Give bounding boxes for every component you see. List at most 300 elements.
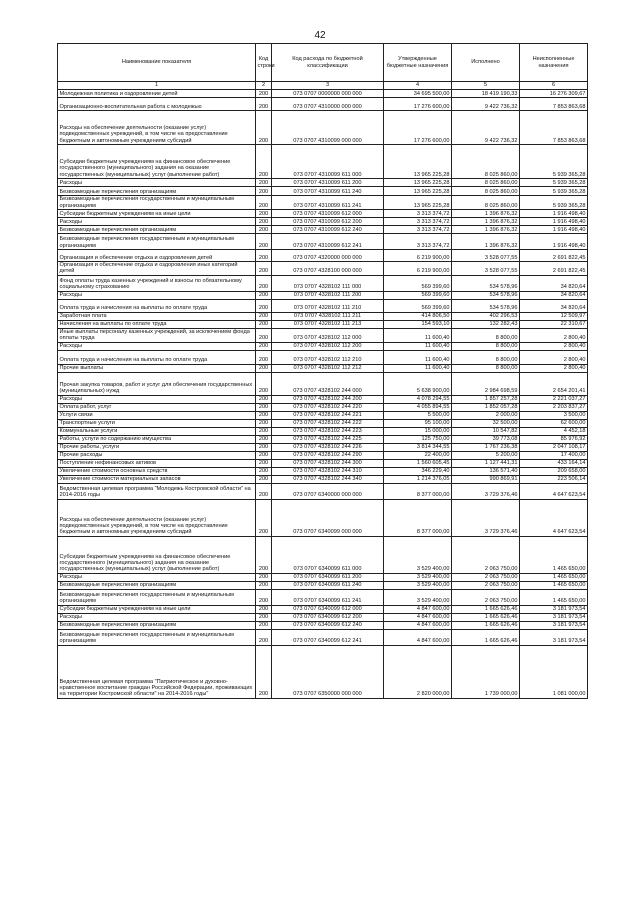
cell-executed: 1 852 057,28: [452, 403, 520, 411]
cell-executed: 1 665 626,46: [452, 605, 520, 613]
table-row: [58, 291, 588, 299]
cell-line-code: 200: [256, 443, 272, 451]
table-row: [58, 621, 588, 629]
cell-unexecuted: 7 853 863,68: [520, 98, 588, 111]
table-row: [58, 395, 588, 403]
cell-line-code: 200: [256, 629, 272, 645]
cell-unexecuted: 34 820,64: [520, 291, 588, 299]
cell-name: Прочие работы, услуги: [58, 443, 256, 451]
cell-executed: 39 773,08: [452, 435, 520, 443]
cell-executed: 18 419 190,33: [452, 90, 520, 98]
table-row: [58, 589, 588, 605]
cell-classification-code: 073 0707 6340099 611 000: [272, 536, 384, 573]
cell-name: Молодежная политика и оздоровление детей: [58, 90, 256, 98]
cell-line-code: 200: [256, 475, 272, 483]
header-classification-code: Код расхода по бюджетной классификации: [272, 44, 384, 82]
cell-name: Оплата труда и начисления на выплаты по оплате труда: [58, 350, 256, 364]
cell-approved: 13 965 225,28: [384, 187, 452, 196]
cell-name: Прочая закупка товаров, работ и услуг для обеспечения государственных (муниципальных) нужд: [58, 372, 256, 395]
cell-classification-code: 073 0707 4328102 244 300: [272, 459, 384, 467]
cell-approved: 2 820 000,00: [384, 645, 452, 698]
cell-executed: 8 800,00: [452, 342, 520, 350]
cell-unexecuted: 1 465 650,00: [520, 589, 588, 605]
cell-approved: 11 600,40: [384, 364, 452, 372]
table-row: [58, 427, 588, 435]
cell-line-code: 200: [256, 403, 272, 411]
col-index-1: 1: [58, 82, 256, 90]
table-row: [58, 467, 588, 475]
header-row: [58, 44, 588, 82]
cell-unexecuted: 5 939 365,28: [520, 179, 588, 187]
cell-classification-code: 073 0707 4310099 611 241: [272, 196, 384, 210]
cell-line-code: 200: [256, 187, 272, 196]
table-row: [58, 111, 588, 145]
cell-line-code: 200: [256, 350, 272, 364]
cell-unexecuted: 4 452,18: [520, 427, 588, 435]
cell-name: Фонд оплаты труда казенных учреждений и взносы по обязательному социальному страхованию: [58, 275, 256, 291]
table-row: [58, 275, 588, 291]
cell-executed: 1 665 626,46: [452, 629, 520, 645]
cell-unexecuted: 2 691 822,45: [520, 250, 588, 262]
cell-unexecuted: 2 221 037,27: [520, 395, 588, 403]
cell-line-code: 200: [256, 312, 272, 320]
cell-approved: 8 377 000,00: [384, 483, 452, 499]
cell-name: Безвозмездные перечисления организациям: [58, 581, 256, 589]
cell-line-code: 200: [256, 499, 272, 536]
cell-line-code: 200: [256, 372, 272, 395]
cell-name: Безвозмездные перечисления государственным и муниципальным организациям: [58, 589, 256, 605]
cell-unexecuted: 433 164,14: [520, 459, 588, 467]
cell-name: Оплата работ, услуг: [58, 403, 256, 411]
cell-unexecuted: 3 181 973,54: [520, 629, 588, 645]
cell-approved: 3 313 374,72: [384, 234, 452, 250]
cell-executed: 3 528 077,55: [452, 262, 520, 276]
table-row: [58, 483, 588, 499]
cell-executed: 1 396 876,32: [452, 234, 520, 250]
cell-line-code: 200: [256, 645, 272, 698]
cell-approved: 4 078 294,55: [384, 395, 452, 403]
cell-unexecuted: 2 691 822,45: [520, 262, 588, 276]
cell-executed: 9 422 736,32: [452, 98, 520, 111]
cell-approved: 346 229,40: [384, 467, 452, 475]
cell-line-code: 200: [256, 320, 272, 328]
cell-classification-code: 073 0707 0000000 000 000: [272, 90, 384, 98]
table-row: [58, 581, 588, 589]
cell-name: Работы, услуги по содержанию имущества: [58, 435, 256, 443]
cell-approved: 154 593,10: [384, 320, 452, 328]
table-row: [58, 262, 588, 276]
cell-name: Безвозмездные перечисления организациям: [58, 621, 256, 629]
table-row: [58, 342, 588, 350]
cell-name: Заработная плата: [58, 312, 256, 320]
cell-approved: 4 847 600,00: [384, 621, 452, 629]
cell-unexecuted: 16 276 309,67: [520, 90, 588, 98]
cell-approved: 17 276 600,00: [384, 98, 452, 111]
cell-name: Безвозмездные перечисления организациям: [58, 226, 256, 234]
cell-classification-code: 073 0707 6340099 611 200: [272, 573, 384, 581]
cell-unexecuted: 34 820,64: [520, 299, 588, 312]
cell-line-code: 200: [256, 483, 272, 499]
table-row: [58, 234, 588, 250]
cell-classification-code: 073 0707 4328102 244 225: [272, 435, 384, 443]
cell-name: Расходы: [58, 291, 256, 299]
cell-line-code: 200: [256, 419, 272, 427]
cell-approved: 4 055 894,55: [384, 403, 452, 411]
cell-name: Субсидии бюджетным учреждениям на финансовое обеспечение государственного (муниципального) задания на оказание государственных (муниципальных) услуг (выполнение работ): [58, 145, 256, 179]
cell-line-code: 200: [256, 435, 272, 443]
cell-unexecuted: 85 976,92: [520, 435, 588, 443]
table-row: [58, 250, 588, 262]
cell-classification-code: 073 0707 4328102 112 212: [272, 364, 384, 372]
cell-classification-code: 073 0707 4310099 612 000: [272, 210, 384, 218]
cell-name: Прочие выплаты: [58, 364, 256, 372]
cell-line-code: 200: [256, 459, 272, 467]
cell-name: Расходы на обеспечение деятельности (оказание услуг) подведомственных учреждений, в том числе на предоставление бюджетным и автономным учреждениям субсидий: [58, 111, 256, 145]
table-row: [58, 299, 588, 312]
cell-unexecuted: 62 600,00: [520, 419, 588, 427]
cell-line-code: 200: [256, 210, 272, 218]
cell-executed: 1 127 441,31: [452, 459, 520, 467]
cell-name: Организация и обеспечение отдыха и оздоровления иных категорий детей: [58, 262, 256, 276]
cell-classification-code: 073 0707 6340099 611 241: [272, 589, 384, 605]
cell-name: Безвозмездные перечисления государственным и муниципальным организациям: [58, 629, 256, 645]
cell-approved: 4 847 600,00: [384, 605, 452, 613]
cell-classification-code: 073 0707 6340000 000 000: [272, 483, 384, 499]
cell-name: Увеличение стоимости материальных запасов: [58, 475, 256, 483]
cell-executed: 8 800,00: [452, 328, 520, 342]
cell-line-code: 200: [256, 179, 272, 187]
cell-unexecuted: 22 310,67: [520, 320, 588, 328]
cell-classification-code: 073 0707 4328102 244 290: [272, 451, 384, 459]
cell-name: Иные выплаты персоналу казенных учреждений, за исключением фонда оплаты труда: [58, 328, 256, 342]
cell-unexecuted: 1 465 650,00: [520, 573, 588, 581]
table-row: [58, 419, 588, 427]
cell-classification-code: 073 0707 6350000 000 000: [272, 645, 384, 698]
cell-unexecuted: 2 800,40: [520, 342, 588, 350]
cell-executed: 3 528 077,55: [452, 250, 520, 262]
table-row: [58, 411, 588, 419]
cell-line-code: 200: [256, 328, 272, 342]
cell-classification-code: 073 0707 4328102 112 200: [272, 342, 384, 350]
cell-unexecuted: 2 203 837,27: [520, 403, 588, 411]
cell-name: Расходы: [58, 613, 256, 621]
table-row: [58, 613, 588, 621]
cell-name: Оплата труда и начисления на выплаты по оплате труда: [58, 299, 256, 312]
cell-classification-code: 073 0707 4328102 244 200: [272, 395, 384, 403]
cell-line-code: 200: [256, 262, 272, 276]
cell-executed: 5 200,00: [452, 451, 520, 459]
cell-name: Расходы: [58, 573, 256, 581]
cell-approved: 13 965 225,28: [384, 179, 452, 187]
cell-approved: 569 399,60: [384, 275, 452, 291]
cell-name: Коммунальные услуги: [58, 427, 256, 435]
table-row: [58, 179, 588, 187]
cell-classification-code: 073 0707 4328102 244 222: [272, 419, 384, 427]
cell-executed: 1 767 236,38: [452, 443, 520, 451]
table-row: [58, 629, 588, 645]
cell-executed: 8 800,00: [452, 364, 520, 372]
table-row: [58, 320, 588, 328]
cell-approved: 414 806,50: [384, 312, 452, 320]
cell-name: Расходы: [58, 395, 256, 403]
table-row: [58, 435, 588, 443]
cell-approved: 3 529 400,00: [384, 536, 452, 573]
cell-classification-code: 073 0707 4328102 111 213: [272, 320, 384, 328]
cell-classification-code: 073 0707 4328102 244 221: [272, 411, 384, 419]
table-row: [58, 312, 588, 320]
cell-unexecuted: 3 500,00: [520, 411, 588, 419]
cell-executed: 1 739 000,00: [452, 645, 520, 698]
cell-classification-code: 073 0707 6340099 612 240: [272, 621, 384, 629]
cell-unexecuted: 4 647 623,54: [520, 499, 588, 536]
cell-approved: 3 313 374,72: [384, 226, 452, 234]
column-index-row: [58, 82, 588, 90]
cell-line-code: 200: [256, 411, 272, 419]
cell-executed: 2 063 750,00: [452, 589, 520, 605]
cell-approved: 17 276 600,00: [384, 111, 452, 145]
cell-line-code: 200: [256, 581, 272, 589]
header-line-code: Код строки: [256, 44, 272, 82]
cell-name: Безвозмездные перечисления организациям: [58, 187, 256, 196]
cell-executed: 32 500,00: [452, 419, 520, 427]
col-index-4: 4: [384, 82, 452, 90]
cell-classification-code: 073 0707 4310099 611 200: [272, 179, 384, 187]
cell-line-code: 200: [256, 342, 272, 350]
cell-approved: 6 219 900,00: [384, 250, 452, 262]
cell-classification-code: 073 0707 6340099 611 240: [272, 581, 384, 589]
cell-name: Транспортные услуги: [58, 419, 256, 427]
cell-unexecuted: 2 800,40: [520, 364, 588, 372]
cell-approved: 1 560 605,45: [384, 459, 452, 467]
cell-approved: 4 847 600,00: [384, 613, 452, 621]
cell-line-code: 200: [256, 427, 272, 435]
cell-line-code: 200: [256, 90, 272, 98]
cell-classification-code: 073 0707 4310099 611 240: [272, 187, 384, 196]
cell-classification-code: 073 0707 4310099 611 000: [272, 145, 384, 179]
table-row: [58, 196, 588, 210]
cell-approved: 3 313 374,72: [384, 218, 452, 226]
cell-approved: 125 750,00: [384, 435, 452, 443]
table-row: [58, 218, 588, 226]
cell-executed: 2 063 750,00: [452, 536, 520, 573]
cell-unexecuted: 223 506,14: [520, 475, 588, 483]
cell-unexecuted: 3 181 973,54: [520, 605, 588, 613]
cell-line-code: 200: [256, 536, 272, 573]
cell-classification-code: 073 0707 4328100 000 000: [272, 262, 384, 276]
cell-executed: 2 984 698,59: [452, 372, 520, 395]
cell-unexecuted: 1 465 650,00: [520, 536, 588, 573]
cell-classification-code: 073 0707 4310099 612 200: [272, 218, 384, 226]
table-row: [58, 536, 588, 573]
cell-executed: 10 547,82: [452, 427, 520, 435]
cell-executed: 534 578,96: [452, 299, 520, 312]
cell-line-code: 200: [256, 467, 272, 475]
cell-executed: 2 063 750,00: [452, 581, 520, 589]
table-row: [58, 145, 588, 179]
cell-executed: 990 869,91: [452, 475, 520, 483]
cell-name: Расходы на обеспечение деятельности (оказание услуг) подведомственных учреждений, в том числе на предоставление бюджетным и автономным учреждениям субсидий: [58, 499, 256, 536]
cell-approved: 3 529 400,00: [384, 573, 452, 581]
cell-unexecuted: 2 800,40: [520, 328, 588, 342]
cell-classification-code: 073 0707 4328102 112 000: [272, 328, 384, 342]
cell-approved: 95 100,00: [384, 419, 452, 427]
cell-name: Ведомственная целевая программа "Молодежь Костромской области" на 2014-2016 годы: [58, 483, 256, 499]
cell-executed: 402 296,53: [452, 312, 520, 320]
cell-name: Начисления на выплаты по оплате труда: [58, 320, 256, 328]
cell-approved: 6 219 900,00: [384, 262, 452, 276]
cell-executed: 1 396 876,32: [452, 226, 520, 234]
table-row: [58, 187, 588, 196]
cell-name: Субсидии бюджетным учреждениям на иные цели: [58, 605, 256, 613]
cell-executed: 3 729 376,46: [452, 483, 520, 499]
cell-approved: 34 695 500,00: [384, 90, 452, 98]
cell-executed: 136 571,40: [452, 467, 520, 475]
cell-unexecuted: 7 853 863,68: [520, 111, 588, 145]
cell-executed: 132 282,43: [452, 320, 520, 328]
table-row: [58, 443, 588, 451]
cell-unexecuted: 1 081 000,00: [520, 645, 588, 698]
cell-name: Субсидии бюджетным учреждениям на иные цели: [58, 210, 256, 218]
cell-executed: 1 665 626,46: [452, 613, 520, 621]
cell-classification-code: 073 0707 4328102 244 226: [272, 443, 384, 451]
cell-executed: 3 729 376,46: [452, 499, 520, 536]
cell-line-code: 200: [256, 98, 272, 111]
table-row: [58, 210, 588, 218]
cell-line-code: 200: [256, 196, 272, 210]
cell-classification-code: 073 0707 4328102 112 210: [272, 350, 384, 364]
cell-executed: 1 665 626,46: [452, 621, 520, 629]
cell-executed: 8 800,00: [452, 350, 520, 364]
cell-name: Поступление нефинансовых активов: [58, 459, 256, 467]
cell-classification-code: 073 0707 6340099 612 000: [272, 605, 384, 613]
col-index-6: 6: [520, 82, 588, 90]
cell-classification-code: 073 0707 4328102 111 211: [272, 312, 384, 320]
cell-executed: 8 025 860,00: [452, 196, 520, 210]
cell-classification-code: 073 0707 4310000 000 000: [272, 98, 384, 111]
cell-unexecuted: 1 465 650,00: [520, 581, 588, 589]
cell-classification-code: 073 0707 4328102 244 220: [272, 403, 384, 411]
cell-name: Увеличение стоимости основных средств: [58, 467, 256, 475]
col-index-5: 5: [452, 82, 520, 90]
cell-line-code: 200: [256, 573, 272, 581]
cell-unexecuted: 1 916 498,40: [520, 226, 588, 234]
table-row: [58, 364, 588, 372]
cell-unexecuted: 209 658,00: [520, 467, 588, 475]
cell-name: Услуги связи: [58, 411, 256, 419]
table-row: [58, 459, 588, 467]
cell-name: Организационно-воспитательная работа с молодежью: [58, 98, 256, 111]
cell-executed: 2 063 750,00: [452, 573, 520, 581]
cell-classification-code: 073 0707 4310099 612 241: [272, 234, 384, 250]
col-index-2: 2: [256, 82, 272, 90]
cell-line-code: 200: [256, 613, 272, 621]
cell-approved: 22 400,00: [384, 451, 452, 459]
cell-line-code: 200: [256, 291, 272, 299]
cell-name: Безвозмездные перечисления государственным и муниципальным организациям: [58, 234, 256, 250]
cell-approved: 11 600,40: [384, 350, 452, 364]
cell-approved: 15 000,00: [384, 427, 452, 435]
cell-name: Субсидии бюджетным учреждениям на финансовое обеспечение государственного (муниципального) задания на оказание государственных (муниципальных) услуг (выполнение работ): [58, 536, 256, 573]
cell-line-code: 200: [256, 111, 272, 145]
cell-classification-code: 073 0707 4320000 000 000: [272, 250, 384, 262]
header-approved: Утвержденные бюджетные назначения: [384, 44, 452, 82]
cell-executed: 8 025 860,00: [452, 145, 520, 179]
cell-approved: 11 600,40: [384, 342, 452, 350]
cell-classification-code: 073 0707 4328102 244 310: [272, 467, 384, 475]
cell-approved: 1 214 376,05: [384, 475, 452, 483]
cell-unexecuted: 17 400,00: [520, 451, 588, 459]
cell-approved: 4 847 600,00: [384, 629, 452, 645]
cell-classification-code: 073 0707 4328102 111 210: [272, 299, 384, 312]
cell-unexecuted: 5 939 365,28: [520, 196, 588, 210]
cell-approved: 5 500,00: [384, 411, 452, 419]
cell-classification-code: 073 0707 4328102 244 223: [272, 427, 384, 435]
cell-unexecuted: 4 647 623,54: [520, 483, 588, 499]
cell-classification-code: 073 0707 4310099 612 240: [272, 226, 384, 234]
cell-unexecuted: 1 916 498,40: [520, 218, 588, 226]
page-number: 42: [314, 30, 326, 41]
table-row: [58, 372, 588, 395]
cell-approved: 569 399,60: [384, 291, 452, 299]
cell-line-code: 200: [256, 250, 272, 262]
cell-line-code: 200: [256, 605, 272, 613]
cell-executed: 1 396 876,32: [452, 210, 520, 218]
cell-classification-code: 073 0707 6340099 612 200: [272, 613, 384, 621]
header-executed: Исполнено: [452, 44, 520, 82]
cell-classification-code: 073 0707 4328102 244 000: [272, 372, 384, 395]
table-row: [58, 605, 588, 613]
cell-name: Расходы: [58, 342, 256, 350]
cell-line-code: 200: [256, 145, 272, 179]
table-row: [58, 645, 588, 698]
cell-approved: 11 600,40: [384, 328, 452, 342]
cell-unexecuted: 2 047 108,17: [520, 443, 588, 451]
cell-line-code: 200: [256, 621, 272, 629]
cell-approved: 8 377 000,00: [384, 499, 452, 536]
cell-classification-code: 073 0707 4328102 244 340: [272, 475, 384, 483]
cell-line-code: 200: [256, 275, 272, 291]
header-unexecuted: Неисполненные назначения: [520, 44, 588, 82]
table-row: [58, 90, 588, 98]
cell-name: Расходы: [58, 218, 256, 226]
cell-name: Ведомственная целевая программа "Патриотическое и духовно-нравственное воспитание граждан Российской Федерации, проживающих на территории Костромской области" на 2014-2016 годы": [58, 645, 256, 698]
table-row: [58, 499, 588, 536]
cell-approved: 5 638 900,00: [384, 372, 452, 395]
cell-executed: 534 578,96: [452, 291, 520, 299]
cell-executed: 2 000,00: [452, 411, 520, 419]
cell-line-code: 200: [256, 234, 272, 250]
table-row: [58, 98, 588, 111]
table-row: [58, 451, 588, 459]
cell-unexecuted: 1 916 498,40: [520, 210, 588, 218]
cell-executed: 8 025 860,00: [452, 187, 520, 196]
cell-executed: 8 025 860,00: [452, 179, 520, 187]
table-row: [58, 226, 588, 234]
table-row: [58, 350, 588, 364]
cell-line-code: 200: [256, 589, 272, 605]
cell-approved: 3 313 374,72: [384, 210, 452, 218]
cell-name: Безвозмездные перечисления государственным и муниципальным организациям: [58, 196, 256, 210]
cell-approved: 13 965 225,28: [384, 145, 452, 179]
cell-unexecuted: 2 800,40: [520, 350, 588, 364]
cell-approved: 3 529 400,00: [384, 589, 452, 605]
cell-executed: 1 396 876,32: [452, 218, 520, 226]
cell-name: Расходы: [58, 179, 256, 187]
cell-classification-code: 073 0707 4328102 111 000: [272, 275, 384, 291]
table-row: [58, 328, 588, 342]
cell-line-code: 200: [256, 451, 272, 459]
cell-approved: 3 529 400,00: [384, 581, 452, 589]
